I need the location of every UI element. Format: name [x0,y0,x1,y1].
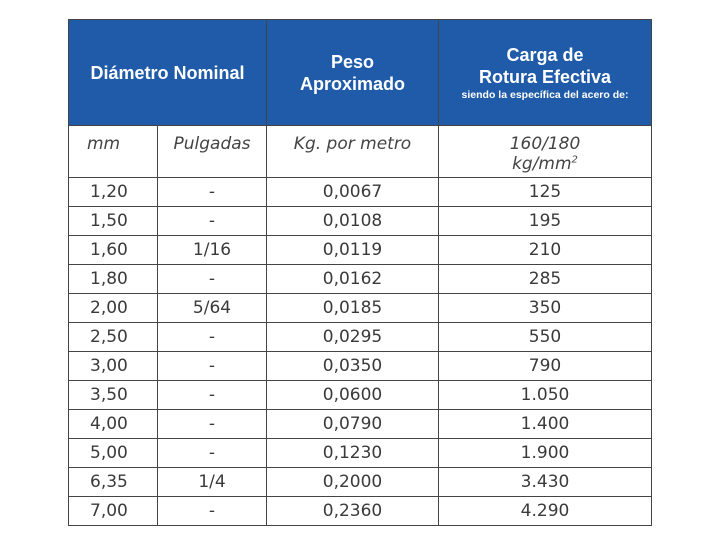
cell-peso: 0,0067 [267,178,439,207]
unit-carga-unit: kg/mm [512,154,572,174]
header-carga-subtitle: siendo la específica del acero de: [461,88,629,101]
cell-peso: 0,2360 [267,497,439,526]
cell-carga: 125 [439,178,652,207]
units-row [69,126,652,178]
cell-carga: 3.430 [439,468,652,497]
wire-spec-table [68,19,652,526]
header-peso-aproximado [267,20,439,126]
cell-pulgadas: - [158,323,267,352]
cell-mm: 1,50 [69,207,158,236]
header-carga-line1: Carga de [506,44,584,65]
table-row [69,207,652,236]
header-row [69,20,652,126]
cell-mm: 1,20 [69,178,158,207]
cell-peso: 0,0162 [267,265,439,294]
cell-mm: 1,80 [69,265,158,294]
unit-mm: mm [69,126,158,178]
cell-peso: 0,0185 [267,294,439,323]
cell-peso: 0,0790 [267,410,439,439]
cell-mm: 6,35 [69,468,158,497]
cell-carga: 350 [439,294,652,323]
table-row [69,381,652,410]
cell-pulgadas: 1/4 [158,468,267,497]
header-carga-rotura [439,20,652,126]
table-row [69,294,652,323]
table-row [69,352,652,381]
cell-carga: 550 [439,323,652,352]
header-carga-line2: Rotura Efectiva [478,66,612,87]
cell-peso: 0,1230 [267,439,439,468]
cell-carga: 195 [439,207,652,236]
unit-carga-exponent: 2 [571,154,578,166]
cell-carga: 790 [439,352,652,381]
cell-pulgadas: - [158,265,267,294]
table-row [69,323,652,352]
cell-pulgadas: - [158,439,267,468]
cell-carga: 210 [439,236,652,265]
header-diametro-nominal [69,20,267,126]
header-peso-line2: Aproximado [299,73,405,94]
header-peso-line1: Peso [330,51,375,72]
cell-mm: 4,00 [69,410,158,439]
header-diametro-label: Diámetro Nominal [90,62,245,83]
cell-carga: 285 [439,265,652,294]
cell-carga: 1.900 [439,439,652,468]
table-row [69,439,652,468]
cell-mm: 2,50 [69,323,158,352]
cell-peso: 0,0295 [267,323,439,352]
cell-carga: 4.290 [439,497,652,526]
table-row [69,265,652,294]
cell-pulgadas: - [158,381,267,410]
cell-pulgadas: - [158,207,267,236]
table-row [69,497,652,526]
table-row [69,236,652,265]
unit-carga [439,126,652,178]
cell-carga: 1.400 [439,410,652,439]
cell-pulgadas: - [158,352,267,381]
cell-peso: 0,0119 [267,236,439,265]
cell-carga: 1.050 [439,381,652,410]
cell-mm: 3,50 [69,381,158,410]
cell-pulgadas: 1/16 [158,236,267,265]
table-body [69,178,652,526]
cell-mm: 5,00 [69,439,158,468]
table-row [69,178,652,207]
cell-peso: 0,2000 [267,468,439,497]
cell-mm: 7,00 [69,497,158,526]
cell-pulgadas: - [158,178,267,207]
table-row [69,468,652,497]
cell-pulgadas: 5/64 [158,294,267,323]
unit-pulgadas: Pulgadas [158,126,267,178]
cell-pulgadas: - [158,497,267,526]
cell-peso: 0,0350 [267,352,439,381]
cell-pulgadas: - [158,410,267,439]
cell-peso: 0,0108 [267,207,439,236]
cell-mm: 1,60 [69,236,158,265]
unit-kg-por-metro: Kg. por metro [267,126,439,178]
cell-mm: 2,00 [69,294,158,323]
cell-peso: 0,0600 [267,381,439,410]
cell-mm: 3,00 [69,352,158,381]
table-row [69,410,652,439]
unit-carga-range: 160/180 [509,134,581,154]
